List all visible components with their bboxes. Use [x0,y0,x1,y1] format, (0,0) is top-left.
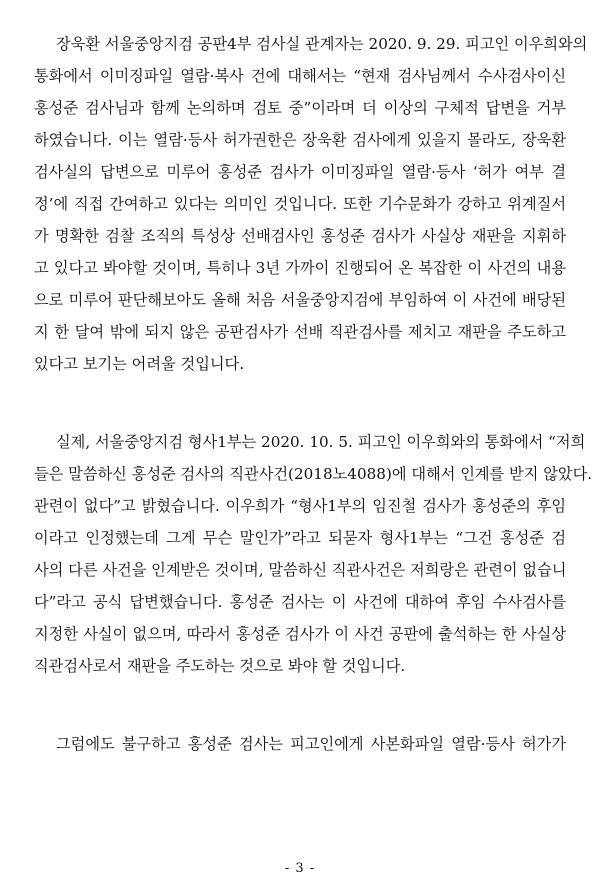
paragraph-1-line-7: 가 명확한 검찰 조직의 특성상 선배검사인 홍성준 검사가 사실상 재판을 지휘하 [34,227,566,245]
page-number: - 3 - [284,861,316,876]
paragraph-1-line-11: 있다고 보기는 어려울 것입니다. [34,355,245,373]
paragraph-2-line-1: 실제, 서울중앙지검 형사1부는 2020. 10. 5. 피고인 이우희와의 통화에서 “저희 [56,433,586,451]
paragraph-1-line-4: 하였습니다. 이는 열람·등사 허가권한은 장욱환 검사에게 있을지 몰라도, 장욱환 [34,131,566,149]
paragraph-2-line-6: 다”라고 공식 답변했습니다. 홍성준 검사는 이 사건에 대하여 후임 수사검사를 [34,593,566,611]
paragraph-2-line-5: 사의 다른 사건을 인계받은 것이며, 말씀하신 직관사건은 저희랑은 관련이 없습니 [34,561,567,579]
paragraph-1-line-5: 검사실의 답변으로 미루어 홍성준 검사가 이미징파일 열람·등사 ‘허가 여부 결 [34,163,566,181]
paragraph-1-line-9: 으로 미루어 판단해보아도 올해 처음 서울중앙지검에 부임하여 이 사건에 배당된 [34,291,566,309]
paragraph-2-line-8: 직관검사로서 재판을 주도하는 것으로 봐야 할 것입니다. [34,657,406,675]
paragraph-1-line-10: 지 한 달여 밖에 되지 않은 공판검사가 선배 직관검사를 제치고 재판을 주도하고 [34,323,566,341]
paragraph-2-line-7: 지정한 사실이 없으며, 따라서 홍성준 검사가 이 사건 공판에 출석하는 한 사실상 [34,625,566,643]
paragraph-1-line-6: 정’에 직접 간여하고 있다는 의미인 것입니다. 또한 기수문화가 강하고 위계질서 [34,195,566,213]
paragraph-1-line-2: 통화에서 이미징파일 열람·복사 건에 대해서는 “현재 검사님께서 수사검사이신 [34,67,566,85]
paragraph-1-line-8: 고 있다고 봐야할 것이며, 특히나 3년 가까이 진행되어 온 복잡한 이 사건의 내용 [34,259,566,277]
paragraph-1-line-3: 홍성준 검사님과 함께 논의하며 검토 중”이라며 더 이상의 구체적 답변을 거부 [34,99,566,117]
paragraph-2-line-4: 이라고 인정했는데 그게 무슨 말인가”라고 되묻자 형사1부는 “그건 홍성준 검 [34,529,566,547]
paragraph-3-line-1: 그럼에도 불구하고 홍성준 검사는 피고인에게 사본화파일 열람·등사 허가가 [56,735,566,753]
paragraph-2-line-2: 들은 말씀하신 홍성준 검사의 직관사건(2018노4088)에 대해서 인계를 받지 않았다. [34,465,593,483]
paragraph-2-line-3: 관련이 없다”고 밝혔습니다. 이우희가 “형사1부의 임진철 검사가 홍성준의 후임 [34,497,566,515]
paragraph-1-line-1: 장욱환 서울중앙지검 공판4부 검사실 관계자는 2020. 9. 29. 피고인 이우희와의 [56,35,588,53]
